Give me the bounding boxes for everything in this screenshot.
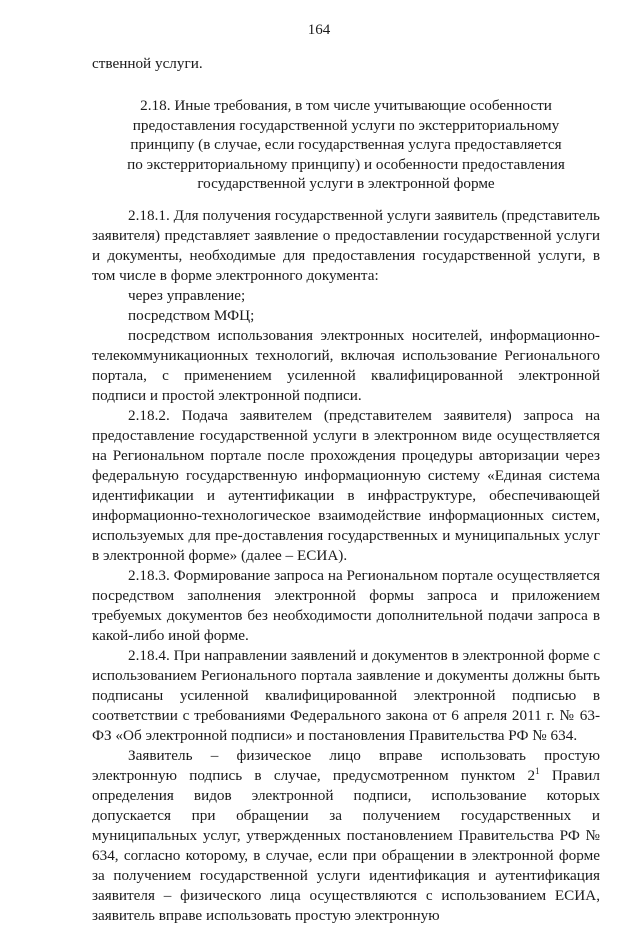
paragraph-2-18-1: 2.18.1. Для получения государственной услуги заявитель (представитель заявителя) представляет заявление о предоставлении государственной услуги и документы, необходимые для предоставления государственной услуги, в том числе в форме электронного документа: bbox=[92, 206, 600, 284]
footnote-superscript: 1 bbox=[535, 765, 540, 776]
paragraph-simple-signature bbox=[92, 746, 600, 926]
paragraph-2-18-2: 2.18.2. Подача заявителем (представителем заявителя) запроса на предоставление государственной услуги в электронном виде осуществляется на Региональном портале после прохождения процедуры авторизации через федеральную государственную информационную систему «Единая система идентификации и аутентификации в инфраструктуре, обеспечивающей информационно-технологическое взаимодействие информационных систем, используемых для пре-доставления государственных и муниципальных услуг в электронной форме» (далее – ЕСИА). bbox=[92, 406, 600, 564]
paragraph-text-start: Заявитель – физическое лицо вправе использовать простую электронную подпись в случае, предусмотренном пунктом 2 bbox=[92, 746, 600, 784]
page-content bbox=[92, 54, 600, 926]
page-number: 164 bbox=[307, 22, 331, 38]
paragraph-2-18-4: 2.18.4. При направлении заявлений и документов в электронной форме с использованием Регионального портала заявление и документы должны быть подписаны усиленной квалифицированной электронной подписью в соответствии с требованиями Федерального закона от 6 апреля 2011 г. № 63-ФЗ «Об электронной подписи» и постановления Правительства РФ № 634. bbox=[92, 646, 600, 744]
list-item: через управление; bbox=[128, 286, 246, 304]
paragraph-text-end: Правил определения видов электронной подписи, использование которых допускается при обращении за получением государственных и муниципальных услуг, утвержденных постановлением Правительства РФ № 634, согласно которому, в случае, если при обращении в электронной форме за получением государственной услуги идентификация и аутентификация заявителя – физического лица осуществляются с использованием ЕСИА, заявитель вправе использовать простую электронную bbox=[92, 766, 600, 924]
carryover-text: ственной услуги. bbox=[92, 55, 203, 72]
section-title: 2.18. Иные требования, в том числе учитывающие особенности предоставления государственной услуги по экстерриториальному принципу (в случае, если государственная услуга предоставляется по экстерриториальному принципу) и особенности предоставления государственной услуги в электронной форме bbox=[127, 97, 565, 193]
section-body bbox=[92, 206, 600, 926]
list-item: посредством МФЦ; bbox=[128, 306, 255, 324]
list-item: посредством использования электронных носителей, информационно-телекоммуникационных технологий, включая использование Регионального портала, с применением усиленной квалифицированной электронной подписи и простой электронной подписи. bbox=[92, 326, 600, 404]
paragraph-2-18-3: 2.18.3. Формирование запроса на Региональном портале осуществляется посредством заполнения электронной формы запроса и приложением требуемых документов без необходимости дополнительной подачи запроса в какой-либо иной форме. bbox=[92, 566, 600, 644]
